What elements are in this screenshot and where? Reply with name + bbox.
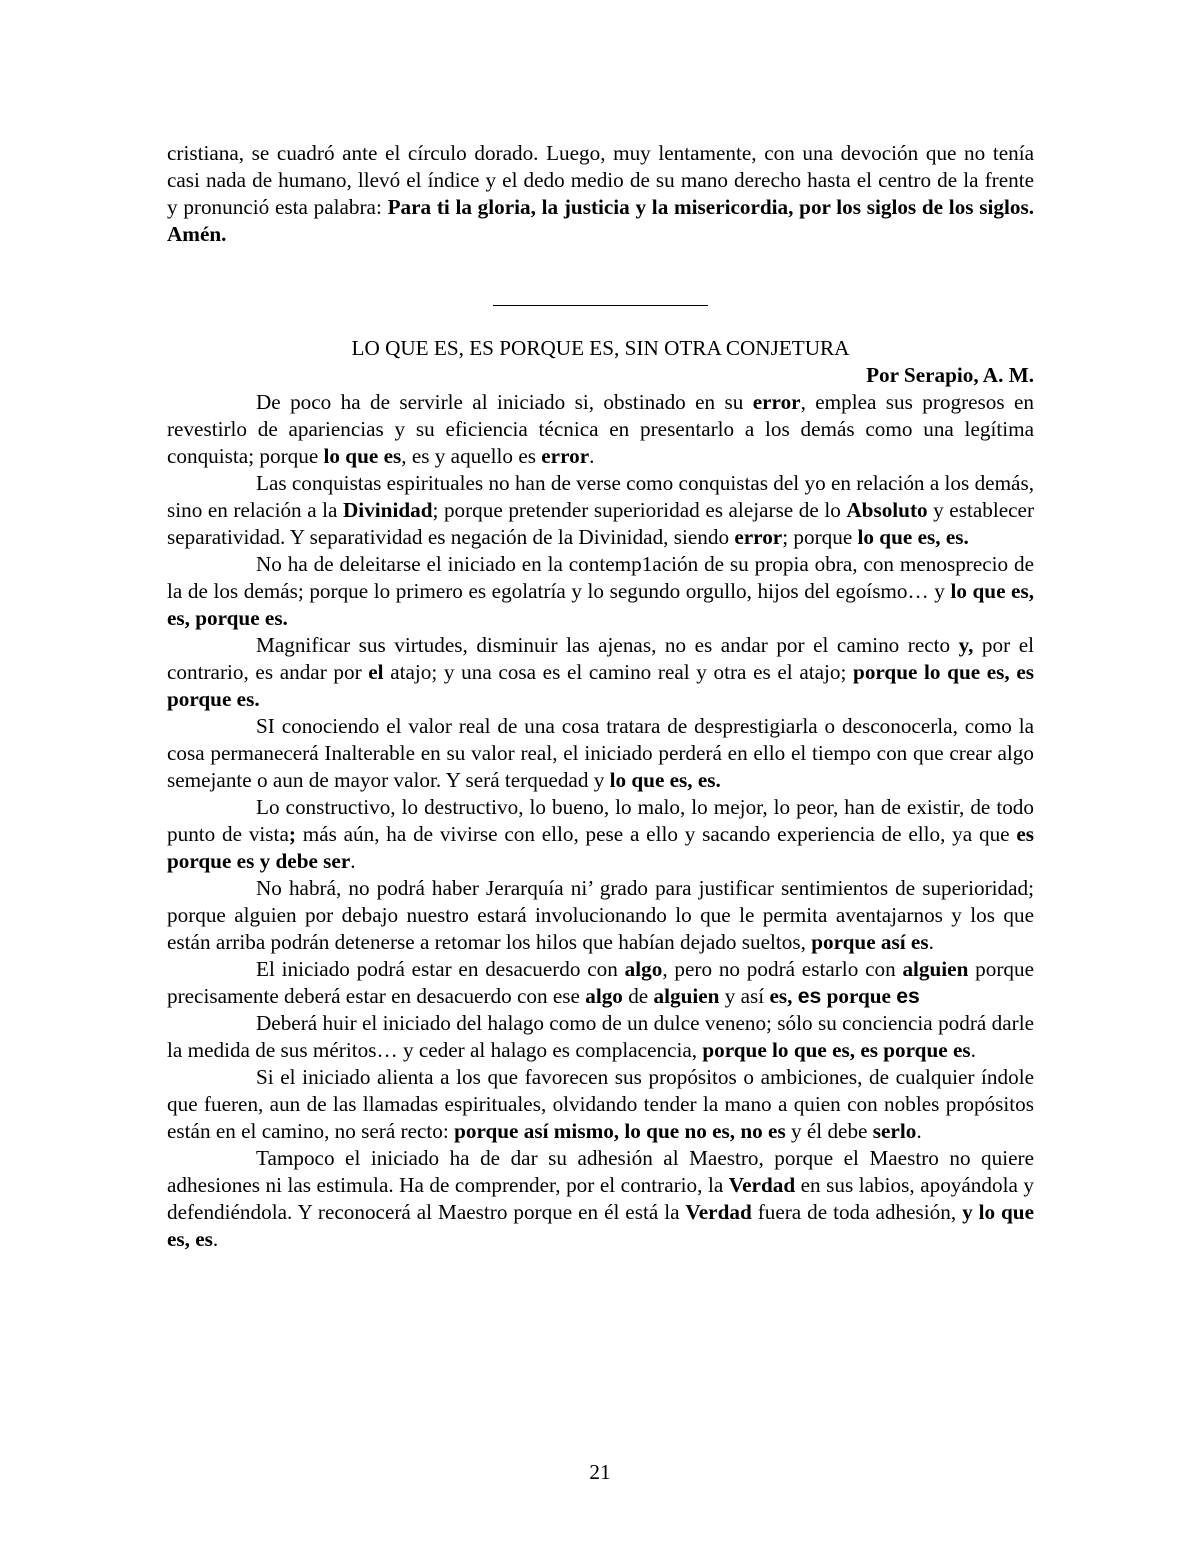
bold-phrase: alguien (902, 957, 969, 981)
article-paragraph (167, 551, 1034, 632)
article-body (167, 389, 1034, 1253)
article-paragraph (167, 632, 1034, 713)
intro-text: cristiana, se cuadró ante el círculo dorado. Luego, muy lentamente, con una devoción que no tenía casi nada de humano, llevó el índice y el dedo medio de su mano derecho hasta el centro de la frente y pronunció esta palabra: (167, 141, 1034, 219)
bold-phrase: alguien (653, 984, 720, 1008)
text-run: , es y aquello es (401, 444, 542, 468)
text-run: Tampoco el iniciado ha de dar su adhesión al Maestro, porque el Maestro no quiere adhesiones ni las estimula. Ha de comprender, por el contrario, la (167, 1146, 1034, 1197)
page-number: 21 (589, 1460, 611, 1484)
sans-bold-phrase: es (797, 985, 822, 1008)
bold-phrase: algo (624, 957, 663, 981)
bold-phrase: porque así es (811, 930, 929, 954)
text-run: . (970, 1038, 976, 1062)
text-run: , pero no podrá estarlo con (662, 957, 903, 981)
text-run: porque precisamente deberá estar en desacuerdo con ese (167, 957, 1034, 1008)
text-run: El iniciado podrá estar en desacuerdo con (256, 957, 625, 981)
bold-phrase: Verdad (685, 1200, 752, 1224)
article-paragraph (167, 1145, 1034, 1253)
bold-phrase: error (734, 525, 783, 549)
bold-phrase: es porque es y debe ser (167, 822, 1035, 873)
intro-paragraph (167, 140, 1034, 248)
bold-phrase: porque lo que es, es porque es (702, 1038, 971, 1062)
text-run: y establecer separatividad. Y separatividad es negación de la Divinidad, siendo (167, 498, 1034, 549)
article-paragraph (167, 794, 1034, 875)
text-run: De poco ha de servirle al iniciado si, obstinado en su (256, 390, 753, 414)
article-paragraph (167, 956, 1034, 1010)
bold-phrase: serlo (872, 1119, 917, 1143)
sans-bold-phrase: es (896, 985, 920, 1008)
text-run: . (350, 849, 356, 873)
text-run: . (589, 444, 595, 468)
text-run: Magnificar sus virtudes, disminuir las ajenas, no es andar por el camino recto (256, 633, 959, 657)
bold-phrase: lo que es, es. (609, 768, 721, 792)
text-run: . (916, 1119, 922, 1143)
article-paragraph (167, 713, 1034, 794)
article-paragraph (167, 1010, 1034, 1064)
bold-phrase: algo (585, 984, 623, 1008)
article-paragraph (167, 875, 1034, 956)
bold-phrase: y lo que es, es (167, 1200, 1034, 1251)
bold-phrase: lo que es (323, 444, 402, 468)
section-divider (493, 305, 708, 306)
bold-phrase: error (541, 444, 590, 468)
article-title: LO QUE ES, ES PORQUE ES, SIN OTRA CONJETURA (351, 336, 850, 360)
text-run: atajo; y una cosa es el camino real y otra es el atajo; (383, 660, 854, 684)
text-run: de (622, 984, 654, 1008)
text-run: Si el iniciado alienta a los que favorecen sus propósitos o ambiciones, de cualquier índole que fueren, aun de las llamadas espirituales, olvidando tender la mano a quien con nobles propósitos están en el camino, no será recto: (167, 1065, 1034, 1143)
text-run: Lo constructivo, lo destructivo, lo bueno, lo malo, lo mejor, lo peor, han de existir, de todo punto de vista (167, 795, 1034, 846)
text-run: Las conquistas espirituales no han de verse como conquistas del yo en relación a los demás, sino en relación a la (167, 471, 1034, 522)
text-run: fuera de toda adhesión, (751, 1200, 963, 1224)
text-run: No ha de deleitarse el iniciado en la contemp1ación de su propia obra, con menosprecio de la de los demás; porque lo primero es egolatría y lo segundo orgullo, hijos del egoísmo… y (167, 552, 1034, 603)
text-run: por el contrario, es andar por (167, 633, 1034, 684)
bold-phrase: Absoluto (846, 498, 928, 522)
bold-phrase: lo que es, es, porque es. (167, 579, 1035, 630)
bold-phrase: el (368, 660, 384, 684)
text-run: ; porque pretender superioridad es alejarse de lo (432, 498, 847, 522)
article-paragraph (167, 389, 1034, 470)
bold-phrase: y, (958, 633, 974, 657)
bold-phrase: ; (288, 822, 296, 846)
text-run: y así (719, 984, 770, 1008)
text-run: No habrá, no podrá haber Jerarquía ni’ grado para justificar sentimientos de superioridad; porque alguien por debajo nuestro estará involucionando lo que le permita aventajarnos y los que están arriba podrán detenerse a retomar los hilos que habían dejado sueltos, (167, 876, 1034, 954)
bold-phrase: es, (769, 984, 798, 1008)
text-run: . (928, 930, 934, 954)
page-content (167, 140, 1034, 1253)
intro-bold-text: Para ti la gloria, la justicia y la misericordia, por los siglos de los siglos. Amén. (167, 195, 1035, 246)
text-run: . (212, 1227, 219, 1251)
bold-phrase: porque lo que es, es porque es. (167, 660, 1035, 711)
bold-phrase: porque (821, 984, 897, 1008)
text-run: y él debe (785, 1119, 873, 1143)
bold-phrase: Divinidad (343, 498, 433, 522)
text-run: en sus labios, apoyándola y defendiéndola. Y reconocerá al Maestro porque en él está la (167, 1173, 1034, 1224)
bold-phrase: lo que es, es. (857, 525, 969, 549)
text-run: SI conociendo el valor real de una cosa tratara de desprestigiarla o desconocerla, como la cosa permanecerá Inalterable en su valor real, el iniciado perderá en ello el tiempo con que crear algo semejante o aun de mayor valor. Y será terquedad y (167, 714, 1034, 792)
bold-phrase: error (752, 390, 801, 414)
article-paragraph (167, 470, 1034, 551)
article-byline: Por Serapio, A. M. (866, 363, 1034, 387)
text-run: , emplea sus progresos en revestirlo de apariencias y su eficiencia técnica en presentarlo a los demás como una legítima conquista; porque (167, 390, 1034, 468)
text-run: más aún, ha de vivirse con ello, pese a ello y sacando experiencia de ello, ya que (295, 822, 1017, 846)
bold-phrase: Verdad (728, 1173, 796, 1197)
text-run: ; porque (782, 525, 858, 549)
text-run: Deberá huir el iniciado del halago como de un dulce veneno; sólo su conciencia podrá darle la medida de sus méritos… y ceder al halago es complacencia, (167, 1011, 1034, 1062)
bold-phrase: porque así mismo, lo que no es, no es (454, 1119, 786, 1143)
article-paragraph (167, 1064, 1034, 1145)
